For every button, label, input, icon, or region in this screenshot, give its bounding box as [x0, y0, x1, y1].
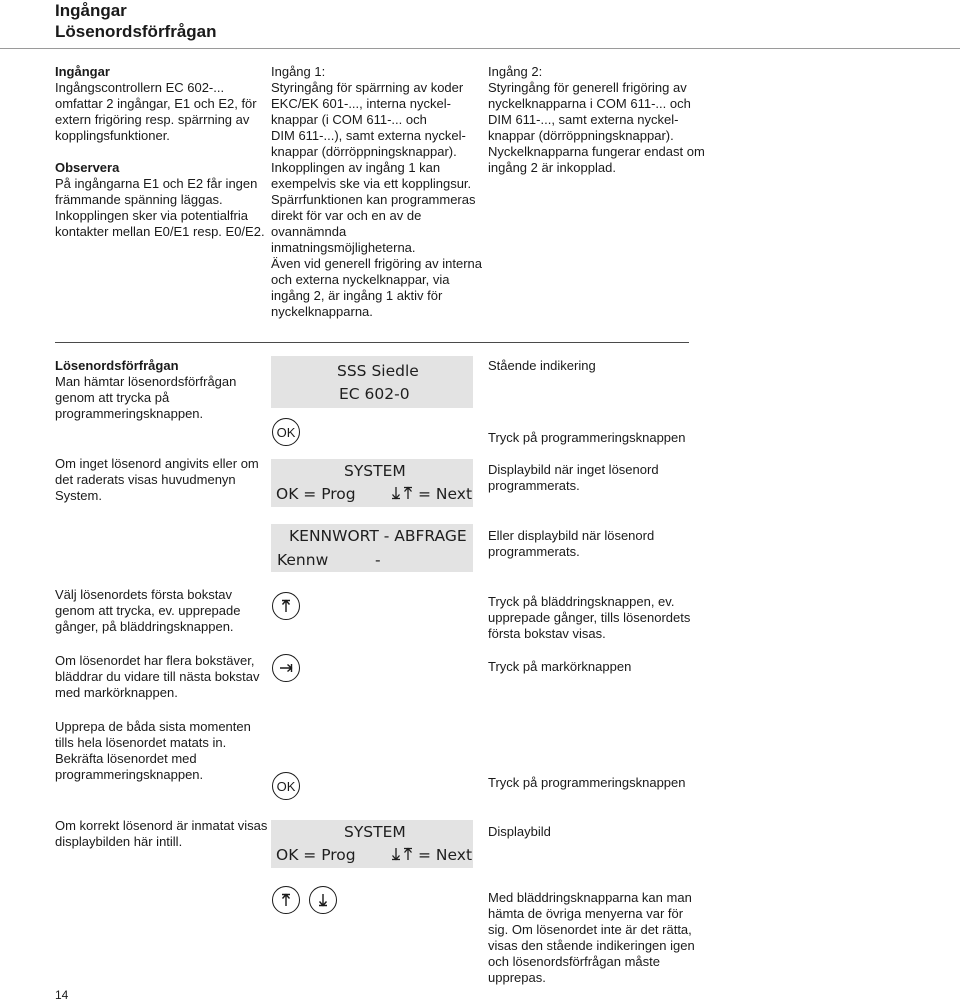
- input2-text-line: knappar (dörröppningsknappar).: [488, 128, 674, 143]
- section-divider: [55, 342, 689, 343]
- step-text-line: genom att trycka på: [55, 390, 170, 405]
- input1-text-line: direkt för var och en av de: [271, 208, 422, 223]
- note-text-line: På ingångarna E1 och E2 får ingen: [55, 176, 258, 191]
- lcd-display-system: [271, 459, 473, 507]
- input1-text-line: Inkopplingen av ingång 1 kan: [271, 160, 441, 175]
- ok-button-label: OK: [276, 778, 296, 794]
- lcd-line1: KENNWORT - ABFRAGE: [289, 527, 467, 545]
- step-text-line: med markörknappen.: [55, 685, 178, 700]
- input2-text-line: Styringång för generell frigöring av: [488, 80, 687, 95]
- desc-line: Med bläddringsknapparna kan man: [488, 890, 692, 905]
- inputs-text-line: kopplingsfunktioner.: [55, 128, 170, 143]
- header-divider: [0, 48, 960, 49]
- step-text-line: programmeringsknappen.: [55, 406, 204, 421]
- desc-password-set: [488, 528, 708, 560]
- note-heading: Observera: [55, 160, 120, 175]
- step-text-line: det raderats visas huvudmenyn: [55, 472, 236, 487]
- down-up-arrows-icon: [391, 485, 417, 501]
- step-text-line: displaybilden här intill.: [55, 834, 183, 849]
- page-title: [55, 0, 217, 42]
- input2-text-line: ingång 2 är inkopplad.: [488, 160, 616, 175]
- desc-confirm: [488, 775, 708, 791]
- step-text-line: gånger, på bläddringsknappen.: [55, 619, 234, 634]
- desc-line: programmerats.: [488, 478, 580, 493]
- lcd-cursor: -: [375, 551, 381, 569]
- ok-button[interactable]: [272, 418, 300, 446]
- password-step-5: [55, 719, 265, 783]
- desc-line: upprepas.: [488, 970, 546, 985]
- desc-line: och lösenordsförfrågan måste: [488, 954, 660, 969]
- inputs-text-line: omfattar 2 ingångar, E1 och E2, för: [55, 96, 257, 111]
- step-text-line: programmeringsknappen.: [55, 767, 204, 782]
- step-text-line: Om korrekt lösenord är inmatat visas: [55, 818, 268, 833]
- lcd-line2-right: = Next: [418, 485, 473, 503]
- page-title-line1: Ingångar: [55, 1, 127, 20]
- desc-line: upprepade gånger, tills lösenordets: [488, 610, 691, 625]
- input2-column: [488, 64, 708, 176]
- lcd-display-standby: [271, 356, 473, 408]
- step-text-line: Bekräfta lösenordet med: [55, 751, 197, 766]
- step-text-line: Upprepa de båda sista momenten: [55, 719, 251, 734]
- down-up-arrows-icon: [391, 846, 417, 862]
- desc-line: sig. Om lösenordet inte är det rätta,: [488, 922, 692, 937]
- password-heading: Lösenordsförfrågan: [55, 358, 179, 373]
- step-text-line: genom att trycka, ev. upprepade: [55, 603, 241, 618]
- cursor-right-icon: [278, 660, 294, 676]
- inputs-heading: Ingångar: [55, 64, 110, 79]
- ok-button-confirm[interactable]: [272, 772, 300, 800]
- lcd-line1: SYSTEM: [344, 462, 406, 480]
- desc-standby: [488, 358, 708, 374]
- desc-no-password: [488, 462, 708, 494]
- desc-scroll: [488, 594, 708, 642]
- step-text-line: Man hämtar lösenordsförfrågan: [55, 374, 237, 389]
- input1-text-line: ingång 2, är ingång 1 aktiv för: [271, 288, 443, 303]
- input2-text-line: DIM 611-..., samt externa nyckel-: [488, 112, 679, 127]
- desc-line: Displaybild: [488, 824, 551, 839]
- input2-text-line: Ingång 2:: [488, 64, 543, 79]
- step-text-line: Välj lösenordets första bokstav: [55, 587, 233, 602]
- scroll-up-button[interactable]: [272, 886, 300, 914]
- desc-line: Stående indikering: [488, 358, 596, 373]
- input1-text-line: ovannämnda: [271, 224, 347, 239]
- input1-text-line: DIM 611-...), samt externa nyckel-: [271, 128, 466, 143]
- password-step-2: [55, 456, 265, 504]
- desc-line: hämta de övriga menyerna var för: [488, 906, 684, 921]
- inputs-text-line: extern frigöring resp. spärrning av: [55, 112, 250, 127]
- input1-text-line: inmatningsmöjligheterna.: [271, 240, 416, 255]
- scroll-down-button[interactable]: [309, 886, 337, 914]
- desc-line: programmerats.: [488, 544, 580, 559]
- lcd-line2: EC 602-0: [339, 385, 410, 403]
- input1-text-line: Styringång för spärrning av koder: [271, 80, 464, 95]
- note-text-line: främmande spänning läggas.: [55, 192, 223, 207]
- cursor-button[interactable]: [272, 654, 300, 682]
- desc-line: Tryck på bläddringsknappen, ev.: [488, 594, 675, 609]
- scroll-up-icon: [278, 598, 294, 614]
- note-text-line: Inkopplingen sker via potentialfria: [55, 208, 248, 223]
- lcd-line1: SSS Siedle: [337, 362, 419, 380]
- note-text-line: kontakter mellan E0/E1 resp. E0/E2.: [55, 224, 265, 239]
- input1-text-line: Ingång 1:: [271, 64, 326, 79]
- desc-line: Displaybild när inget lösenord: [488, 462, 659, 477]
- password-step-6: [55, 818, 268, 850]
- password-step-1: [55, 358, 265, 422]
- password-step-3: [55, 587, 265, 635]
- input1-text-line: och externa nyckelknappar, via: [271, 272, 450, 287]
- input2-text-line: Nyckelknapparna fungerar endast om: [488, 144, 705, 159]
- lcd-line2-left: OK = Prog: [276, 846, 356, 864]
- input2-text-line: nyckelknapparna i COM 611-... och: [488, 96, 691, 111]
- lcd-line1: SYSTEM: [344, 823, 406, 841]
- ok-button-label: OK: [276, 424, 296, 440]
- desc-line: Tryck på programmeringsknappen: [488, 775, 686, 790]
- input1-text-line: knappar (dörröppningsknappar).: [271, 144, 457, 159]
- desc-line: Eller displaybild när lösenord: [488, 528, 655, 543]
- input1-text-line: Spärrfunktionen kan programmeras: [271, 192, 476, 207]
- password-step-4: [55, 653, 265, 701]
- step-text-line: System.: [55, 488, 102, 503]
- lcd-display-system-final: [271, 820, 473, 868]
- desc-line: Tryck på markörknappen: [488, 659, 632, 674]
- lcd-line2-left: Kennw: [277, 551, 329, 569]
- desc-press-prog: [488, 430, 708, 446]
- lcd-display-password: [271, 524, 473, 572]
- input1-text-line: EKC/EK 601-..., interna nyckel-: [271, 96, 451, 111]
- page-number: 14: [55, 988, 69, 1002]
- input1-column: [271, 64, 481, 320]
- input1-text-line: exempelvis ske via ett kopplingsur.: [271, 176, 472, 191]
- desc-cursor: [488, 659, 708, 675]
- lcd-line2-left: OK = Prog: [276, 485, 356, 503]
- lcd-line2-right: = Next: [418, 846, 473, 864]
- page-title-line2: Lösenordsförfrågan: [55, 22, 217, 41]
- desc-line: visas den stående indikeringen igen: [488, 938, 695, 953]
- desc-line: första bokstav visas.: [488, 626, 606, 641]
- desc-display: [488, 824, 708, 840]
- step-text-line: Om inget lösenord angivits eller om: [55, 456, 259, 471]
- input1-text-line: Även vid generell frigöring av interna: [271, 256, 483, 271]
- scroll-up-button[interactable]: [272, 592, 300, 620]
- inputs-text-line: Ingångscontrollern EC 602-...: [55, 80, 225, 95]
- scroll-down-icon: [315, 892, 331, 908]
- desc-menus: [488, 890, 708, 986]
- scroll-up-icon: [278, 892, 294, 908]
- inputs-column: [55, 64, 265, 240]
- input1-text-line: knappar (i COM 611-... och: [271, 112, 427, 127]
- step-text-line: tills hela lösenordet matats in.: [55, 735, 227, 750]
- input1-text-line: nyckelknapparna.: [271, 304, 373, 319]
- step-text-line: Om lösenordet har flera bokstäver,: [55, 653, 255, 668]
- step-text-line: bläddrar du vidare till nästa bokstav: [55, 669, 260, 684]
- desc-line: Tryck på programmeringsknappen: [488, 430, 686, 445]
